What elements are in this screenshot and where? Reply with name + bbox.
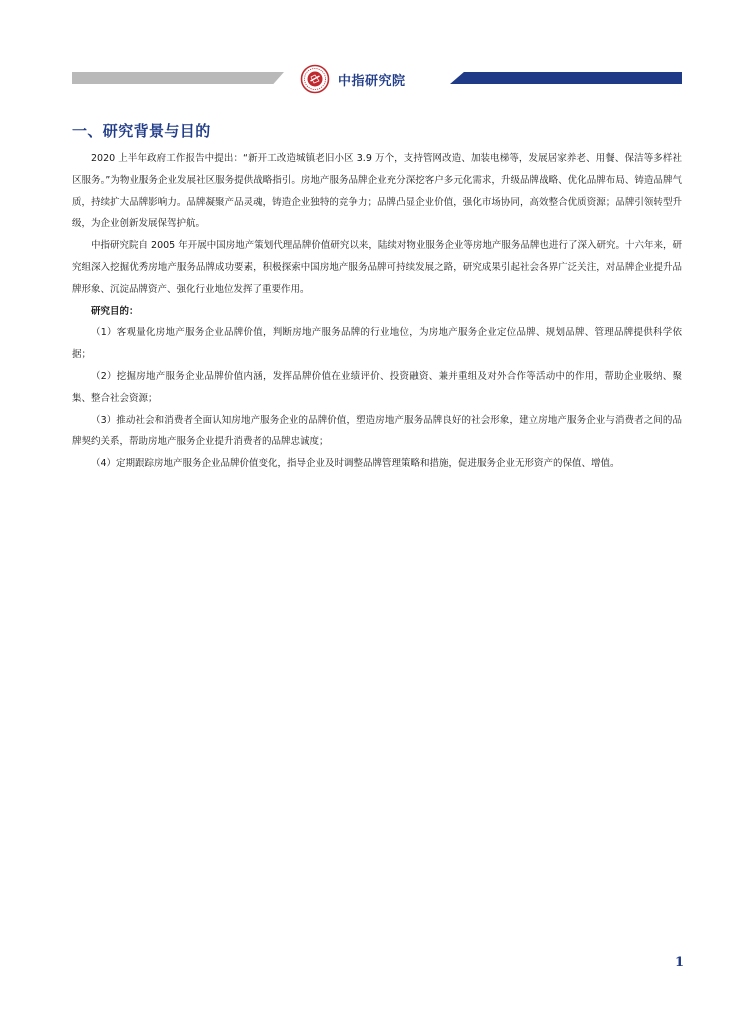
purpose-item: （4）定期跟踪房地产服务企业品牌价值变化，指导企业及时调整品牌管理策略和措施，促进服务企业无形资产的保值、增值。 bbox=[91, 458, 620, 470]
paragraph: 2020 上半年政府工作报告中提出：“新开工改造城镇老旧小区 3.9 万个，支持管网改造、加装电梯等，发展居家养老、用餐、保洁等多样社区服务。”为物业服务企业发展社区服务提供战略指引。房地产服务品牌企业充分深挖客户多元化需求，升级品牌战略、优化品牌布局、铸造品牌气质，持续扩大品牌影响力。品牌凝聚产品灵魂，铸造企业独特的竞争力；品牌凸显企业价值，强化市场协同，高效整合优质资源；品牌引领转型升级，为企业创新发展保驾护航。 bbox=[72, 153, 682, 230]
seal-emblem-icon bbox=[300, 64, 330, 94]
page-header bbox=[0, 60, 754, 100]
section-body bbox=[72, 148, 682, 475]
paragraph: 中指研究院自 2005 年开展中国房地产策划代理品牌价值研究以来，陆续对物业服务企业等房地产服务品牌也进行了深入研究。十六年来，研究组深入挖掘优秀房地产服务品牌成功要素，积极探索中国房地产服务品牌可持续发展之路，研究成果引起社会各界广泛关注，对品牌企业提升品牌形象、沉淀品牌资产、强化行业地位发挥了重要作用。 bbox=[72, 240, 682, 295]
purpose-item: （3）推动社会和消费者全面认知房地产服务企业的品牌价值，塑造房地产服务品牌良好的社会形象，建立房地产服务企业与消费者之间的品牌契约关系，帮助房地产服务企业提升消费者的品牌忠诚度； bbox=[72, 414, 682, 448]
purpose-item: （2）挖掘房地产服务企业品牌价值内涵，发挥品牌价值在业绩评价、投资融资、兼并重组及对外合作等活动中的作用，帮助企业吸纳、聚集、整合社会资源； bbox=[72, 370, 682, 404]
brand-name: 中指研究院 bbox=[338, 74, 406, 89]
purpose-label: 研究目的： bbox=[91, 305, 139, 317]
header-right-bar bbox=[450, 72, 682, 84]
header-left-bar bbox=[72, 72, 284, 84]
section-title: 一、研究背景与目的 bbox=[72, 122, 211, 140]
page-number: 1 bbox=[675, 955, 685, 970]
purpose-item: （1）客观量化房地产服务企业品牌价值，判断房地产服务品牌的行业地位，为房地产服务企业定位品牌、规划品牌、管理品牌提供科学依据； bbox=[72, 327, 682, 361]
